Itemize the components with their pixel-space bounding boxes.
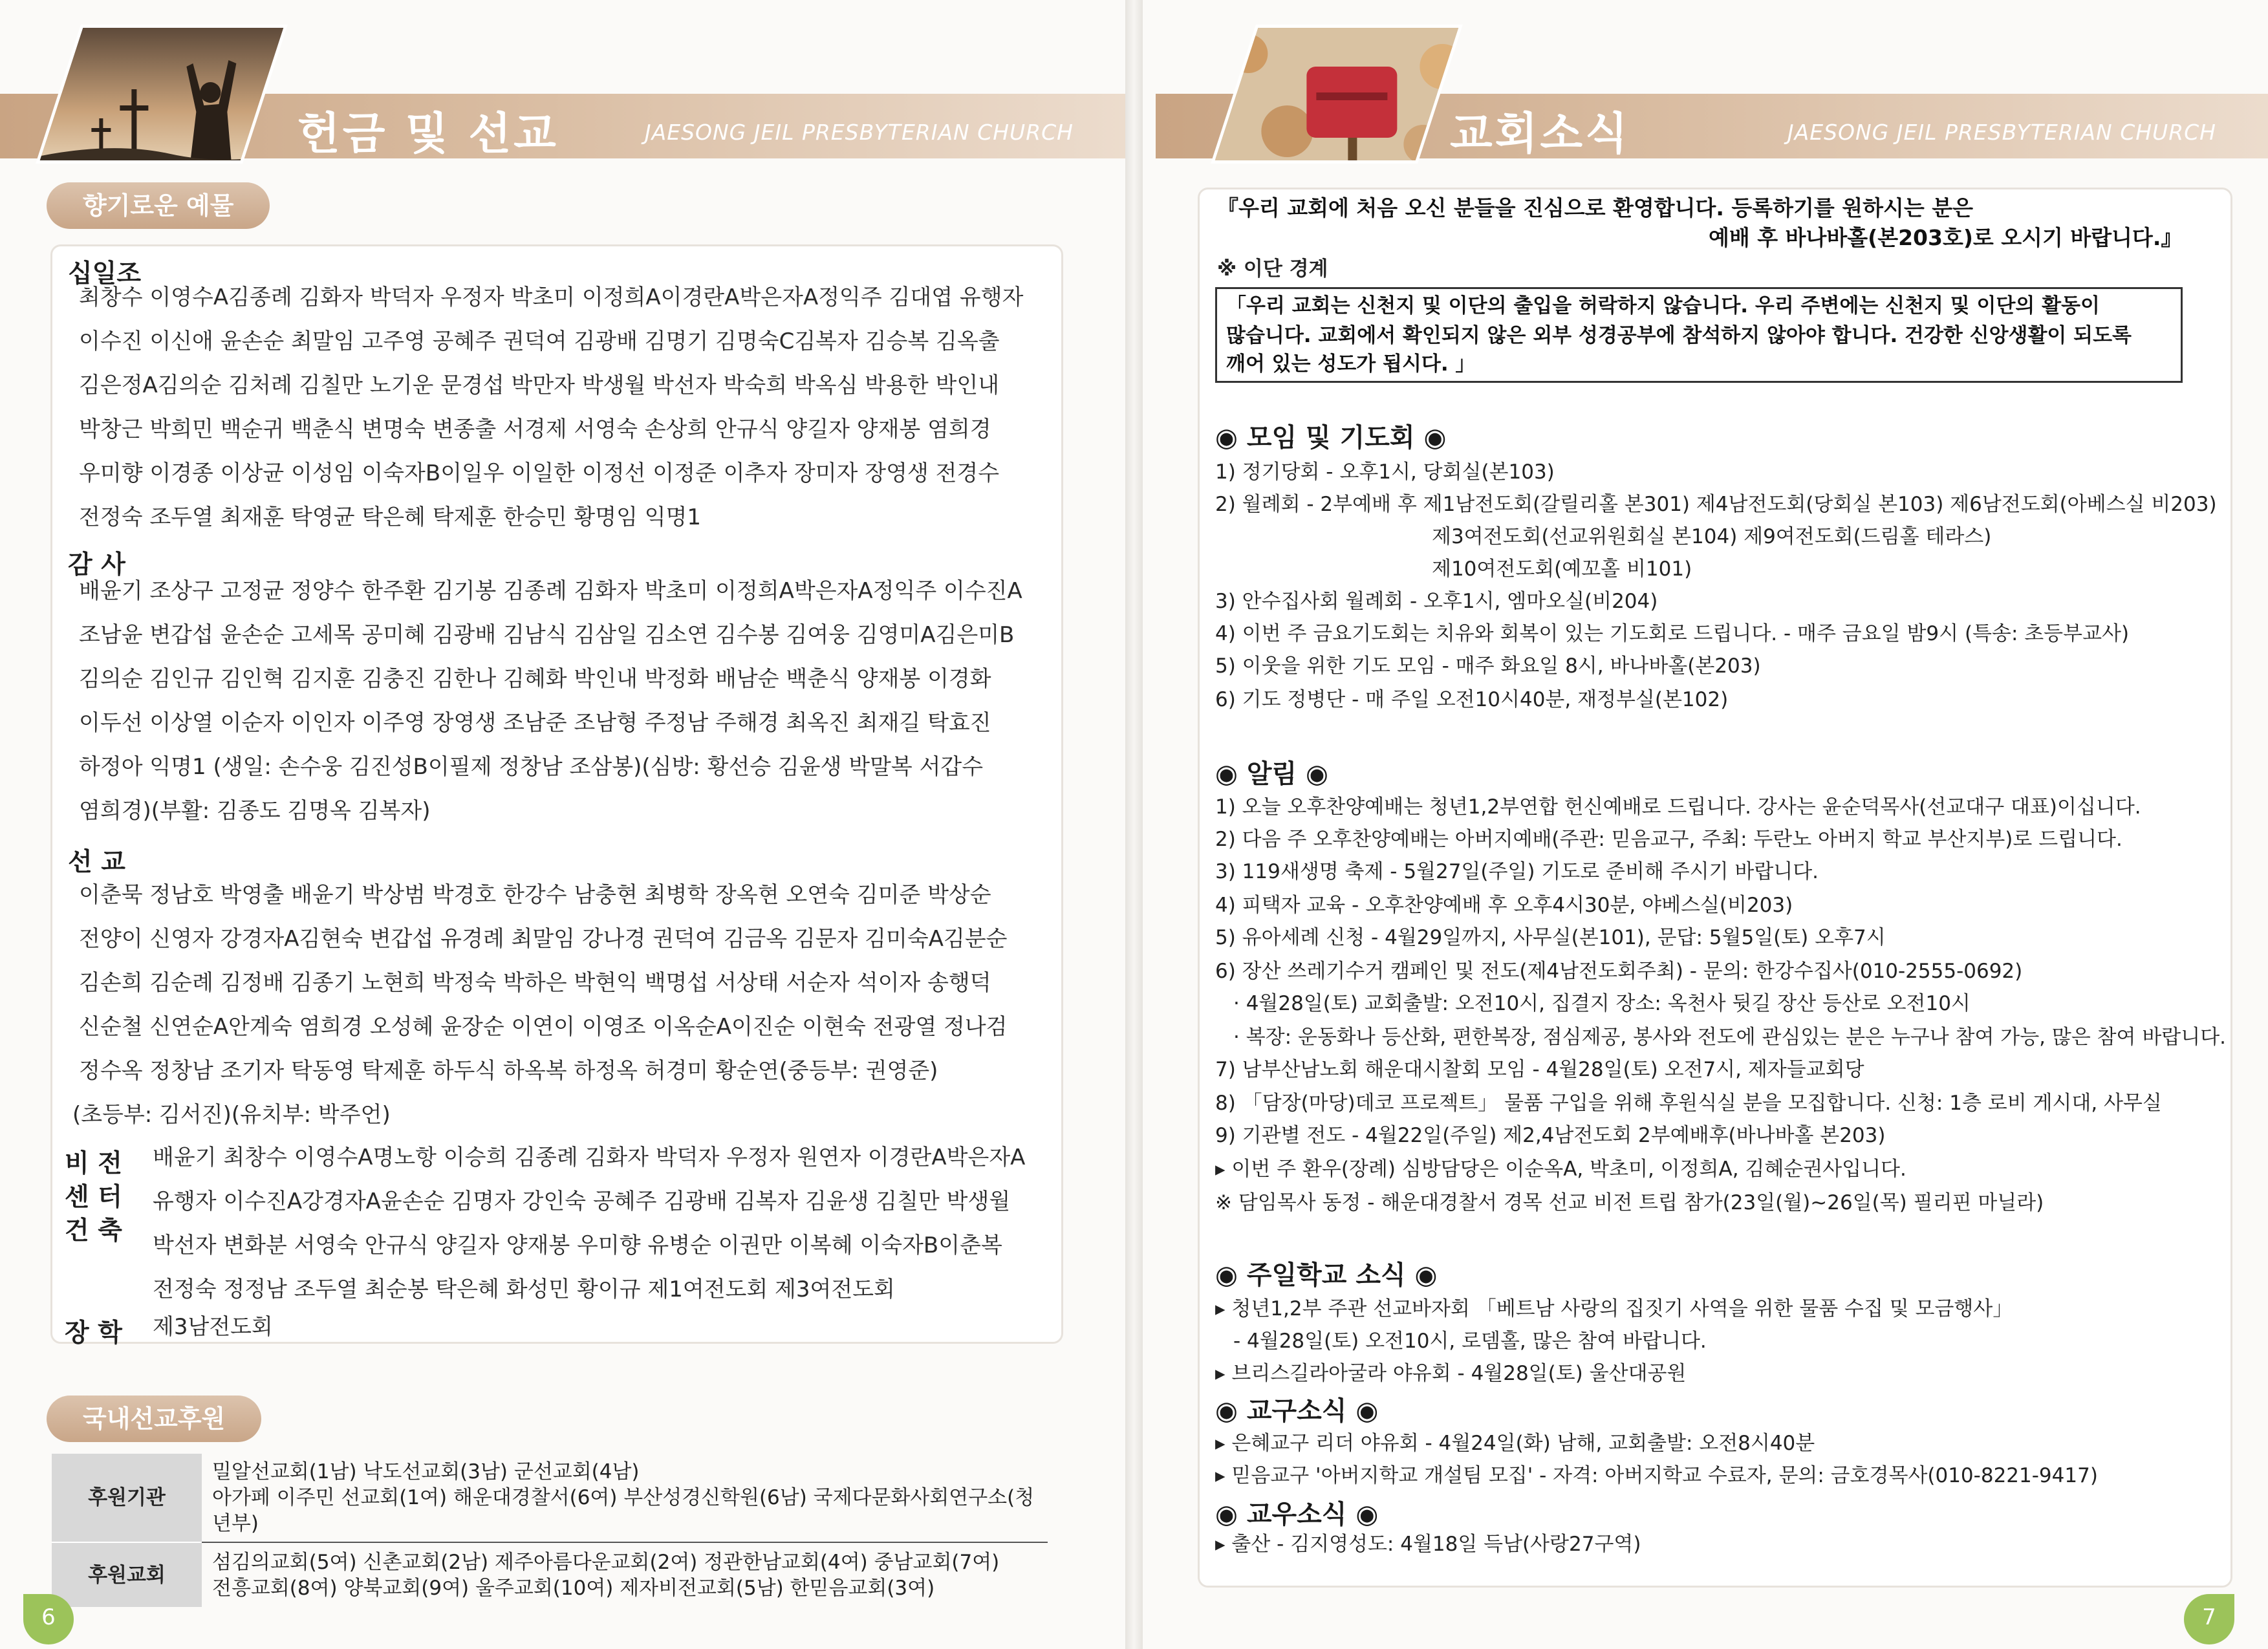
mission-line: 김손희 김순례 김정배 김종기 노현희 박정숙 박하은 박현익 백명섭 서상태 서순자 석이자 송행덕 — [79, 970, 991, 996]
heresy-warning-title: ※ 이단 경계 — [1217, 257, 1328, 281]
notice-item: 6) 장산 쓰레기수거 캠페인 및 전도(제4남전도회주최) - 문의: 한강수집사(010-2555-0692) — [1215, 960, 2023, 983]
parish-item: ▸ 믿음교구 '아버지학교 개설팀 모집' - 자격: 아버지학교 수료자, 문의: 금호경목사(010-8221-9417) — [1215, 1464, 2098, 1487]
sunday-school-item: ▸ 브리스길라아굴라 야유회 - 4월28일(토) 울산대공원 — [1215, 1362, 1687, 1385]
notice-item: 8) 「담장(마당)데코 프로젝트」 물품 구입을 위해 후원식실 분을 모집합니다. 신청: 1층 로비 게시대, 사무실 — [1215, 1092, 2162, 1115]
thanks-line: 염희경)(부활: 김종도 김명옥 김복자) — [79, 798, 431, 824]
members-item: ▸ 출산 - 김지영성도: 4월18일 득남(사랑27구역) — [1215, 1533, 1641, 1556]
notice-item: 7) 남부산남노회 해운대시찰회 모임 - 4월28일(토) 오전7시, 제자들교회당 — [1215, 1058, 1864, 1081]
notice-item: 4) 피택자 교육 - 오후찬양예배 후 오후4시30분, 야베스실(비203) — [1215, 894, 1793, 917]
thanks-line: 조남윤 변갑섭 윤손순 고세목 공미혜 김광배 김남식 김삼일 김소연 김수봉 김여웅 김영미A김은미B — [79, 622, 1015, 648]
meetings-item: 6) 기도 정병단 - 매 주일 오전10시40분, 재정부실(본102) — [1215, 688, 1729, 711]
heresy-warning-line: 「우리 교회는 신천지 및 이단의 출입을 허락하지 않습니다. 우리 주변에는 신천지 및 이단의 활동이 — [1226, 294, 2100, 318]
sunday-school-item: ▸ 청년1,2부 주관 선교바자회 「베트남 사랑의 집짓기 사역을 위한 물품 수집 및 모금행사」 — [1215, 1297, 2013, 1320]
meetings-item: 5) 이웃을 위한 기도 모임 - 매주 화요일 8시, 바나바홀(본203) — [1215, 654, 1761, 678]
sunday-school-heading: ◉ 주일학교 소식 ◉ — [1215, 1260, 1438, 1290]
tithe-line: 전정숙 조두열 최재훈 탁영균 탁은혜 탁제훈 한승민 황명임 익명1 — [79, 504, 702, 530]
notice-item: 5) 유아세례 신청 - 4월29일까지, 사무실(본101), 문답: 5월5일(토) 오후7시 — [1215, 926, 1886, 949]
tithe-label: 십일조 — [68, 259, 142, 288]
thanks-line: 이두선 이상열 이순자 이인자 이주영 장영생 조남준 조남형 주정남 주해경 최옥진 최재길 탁효진 — [79, 710, 991, 736]
support-line: 전흥교회(8여) 양북교회(9여) 울주교회(10여) 제자비전교회(5남) 한믿음교회(3여) — [212, 1576, 935, 1600]
domestic-mission-label: 국내선교후원 — [47, 1396, 261, 1442]
vision-label-2: 센 터 — [65, 1183, 122, 1212]
support-row-value — [202, 1542, 1048, 1607]
meetings-item: 2) 월례회 - 2부예배 후 제1남전도회(갈릴리홀 본301) 제4남전도회(당회실 본103) 제6남전도회(아베스실 비203) — [1215, 493, 2217, 516]
page-number: 6 — [23, 1594, 74, 1644]
vision-line: 박선자 변화분 서영숙 안규식 양길자 양재봉 우미향 유병순 이권만 이복혜 이숙자B이춘복 — [153, 1233, 1002, 1258]
meetings-item: 3) 안수집사회 월례회 - 오후1시, 엠마오실(비204) — [1215, 590, 1658, 613]
notice-item: ※ 담임목사 동정 - 해운대경찰서 경목 선교 비전 트립 참가(23일(월)~26일(목) 필리핀 마닐라) — [1215, 1191, 2044, 1214]
sunday-school-item: - 4월28일(토) 오전10시, 로뎀홀, 많은 참여 바랍니다. — [1233, 1330, 1707, 1353]
support-row-label: 후원교회 — [52, 1542, 202, 1607]
thanks-line: 하정아 익명1 (생일: 손수웅 김진성B이필제 정창남 조삼봉)(심방: 황선승 김윤생 박말복 서갑수 — [79, 754, 984, 780]
thanks-line: 김의순 김인규 김인혁 김지훈 김충진 김한나 김혜화 박인내 박정화 배남순 백춘식 양재봉 이경화 — [79, 666, 991, 692]
page-title: 교회소식 — [1450, 109, 1630, 160]
support-row-value — [202, 1454, 1048, 1542]
vision-line: 전정숙 정정남 조두열 최순봉 탁은혜 화성민 황이규 제1여전도회 제3여전도회 — [153, 1277, 895, 1302]
parish-heading: ◉ 교구소식 ◉ — [1215, 1396, 1379, 1426]
vision-label-1: 비 전 — [65, 1149, 122, 1178]
tithe-line: 김은정A김의순 김처례 김칠만 노기운 문경섭 박만자 박생월 박선자 박숙희 박옥심 박용한 박인내 — [79, 372, 1000, 398]
book-gutter — [1125, 0, 1143, 1649]
church-name: JAESONG JEIL PRESBYTERIAN CHURCH — [1787, 120, 2216, 145]
meetings-item: 제3여전도회(선교위원회실 본104) 제9여전도회(드림홀 테라스) — [1432, 525, 1992, 548]
offering-section-label: 향기로운 예물 — [47, 182, 270, 229]
page-number: 7 — [2184, 1594, 2234, 1644]
meetings-item: 4) 이번 주 금요기도회는 치유와 회복이 있는 기도회로 드립니다. - 매주 금요일 밤9시 (특송: 초등부교사) — [1215, 622, 2130, 645]
mission-line: (초등부: 김서진)(유치부: 박주언) — [72, 1102, 391, 1128]
notices-heading: ◉ 알림 ◉ — [1215, 759, 1328, 789]
notice-item: · 4월28일(토) 교회출발: 오전10시, 집결지 장소: 옥천사 뒷길 장산 등산로 오전10시 — [1233, 992, 1971, 1015]
notice-item: 3) 119새생명 축제 - 5월27일(주일) 기도로 준비해 주시기 바랍니다. — [1215, 860, 1819, 883]
offering-box — [50, 244, 1063, 1344]
notice-item: ▸ 이번 주 환우(장례) 심방담당은 이순옥A, 박초미, 이정희A, 김혜순권사입니다. — [1215, 1158, 1906, 1181]
vision-line: 유행자 이수진A강경자A윤손순 김명자 강인숙 공혜주 김광배 김복자 김윤생 김칠만 박생월 — [153, 1189, 1011, 1214]
notice-item: 2) 다음 주 오후찬양예배는 아버지예배(주관: 믿음교구, 주최: 두란노 아버지 학교 부산지부)로 드립니다. — [1215, 828, 2122, 851]
support-line: 섬김의교회(5여) 신촌교회(2남) 제주아름다운교회(2여) 정관한남교회(4여) 중남교회(7여) — [212, 1550, 1000, 1574]
support-line: 밀알선교회(1남) 낙도선교회(3남) 군선교회(4남) — [212, 1460, 640, 1483]
table-row — [52, 1542, 1048, 1607]
mission-line: 신순철 신연순A안계숙 염희경 오성혜 윤장순 이연이 이영조 이옥순A이진순 이현숙 전광열 정나검 — [79, 1014, 1008, 1040]
mission-line: 전양이 신영자 강경자A김현숙 변갑섭 유경례 최말임 강나경 권덕여 김금옥 김문자 김미숙A김분순 — [79, 926, 1008, 952]
mission-line: 정수옥 정창남 조기자 탁동영 탁제훈 하두식 하옥복 하정옥 허경미 황순연(중등부: 권영준) — [79, 1058, 938, 1084]
welcome-line-2: 예배 후 바나바홀(본203호)로 오시기 바랍니다.』 — [1709, 225, 2183, 250]
heresy-warning-box — [1215, 287, 2183, 383]
heresy-warning-line: 깨어 있는 성도가 됩시다. 」 — [1226, 352, 1476, 376]
thanks-label: 감 사 — [68, 550, 125, 579]
right-page — [1143, 0, 2268, 1649]
vision-line: 배윤기 최창수 이영수A명노항 이승희 김종례 김화자 박덕자 우정자 원연자 이경란A박은자A — [153, 1145, 1026, 1170]
meetings-item: 1) 정기당회 - 오후1시, 당회실(본103) — [1215, 460, 1555, 484]
tithe-line: 우미향 이경종 이상균 이성임 이숙자B이일우 이일한 이정선 이정준 이추자 장미자 장영생 전경수 — [79, 460, 1000, 486]
welcome-line-1: 『우리 교회에 처음 오신 분들을 진심으로 환영합니다. 등록하기를 원하시는 분은 — [1217, 195, 1974, 221]
notice-item: · 복장: 운동화나 등산화, 편한복장, 점심제공, 봉사와 전도에 관심있는 분은 누구나 참여 가능, 많은 참여 바랍니다. — [1233, 1026, 2226, 1049]
support-line: 아가페 이주민 선교회(1여) 해운대경찰서(6여) 부산성경신학원(6남) 국제다문화사회연구소(청년부) — [212, 1486, 1035, 1535]
members-heading: ◉ 교우소식 ◉ — [1215, 1500, 1379, 1529]
vision-label-3: 건 축 — [65, 1216, 122, 1245]
meetings-item: 제10여전도회(예꼬홀 비101) — [1432, 557, 1692, 581]
page-title: 헌금 및 선교 — [297, 109, 559, 160]
left-page — [0, 0, 1125, 1649]
tithe-line: 이수진 이신애 윤손순 최말임 고주영 공혜주 권덕여 김광배 김명기 김명숙C김복자 김승복 김옥출 — [79, 329, 1000, 354]
scholar-label: 장 학 — [65, 1319, 122, 1348]
notice-item: 1) 오늘 오후찬양예배는 청년1,2부연합 헌신예배로 드립니다. 강사는 윤순덕목사(선교대구 대표)이십니다. — [1215, 795, 2141, 819]
table-row — [52, 1454, 1048, 1542]
church-name: JAESONG JEIL PRESBYTERIAN CHURCH — [644, 120, 1074, 145]
mission-line: 이춘묵 정남호 박영출 배윤기 박상범 박경호 한강수 남충현 최병학 장옥현 오연숙 김미준 박상순 — [79, 882, 991, 908]
thanks-line: 배윤기 조상구 고정균 정양수 한주환 김기봉 김종례 김화자 박초미 이정희A박은자A정익주 이수진A — [79, 578, 1022, 604]
support-row-label: 후원기관 — [52, 1454, 202, 1542]
heresy-warning-line: 많습니다. 교회에서 확인되지 않은 외부 성경공부에 참석하지 않아야 합니다. 건강한 신앙생활이 되도록 — [1226, 324, 2132, 347]
meetings-heading: ◉ 모임 및 기도회 ◉ — [1215, 423, 1447, 453]
tithe-line: 박창근 박희민 백순귀 백춘식 변명숙 변종출 서경제 서영숙 손상희 안규식 양길자 양재봉 염희경 — [79, 416, 991, 442]
parish-item: ▸ 은혜교구 리더 야유회 - 4월24일(화) 남해, 교회출발: 오전8시40분 — [1215, 1432, 1815, 1455]
tithe-line: 최창수 이영수A김종례 김화자 박덕자 우정자 박초미 이정희A이경란A박은자A정익주 김대엽 유행자 — [79, 285, 1024, 310]
mission-label: 선 교 — [68, 848, 125, 877]
notice-item: 9) 기관별 전도 - 4월22일(주일) 제2,4남전도회 2부예배후(바나바홀 본203) — [1215, 1124, 1886, 1147]
support-table — [52, 1454, 1048, 1607]
scholar-value: 제3남전도회 — [153, 1314, 273, 1340]
